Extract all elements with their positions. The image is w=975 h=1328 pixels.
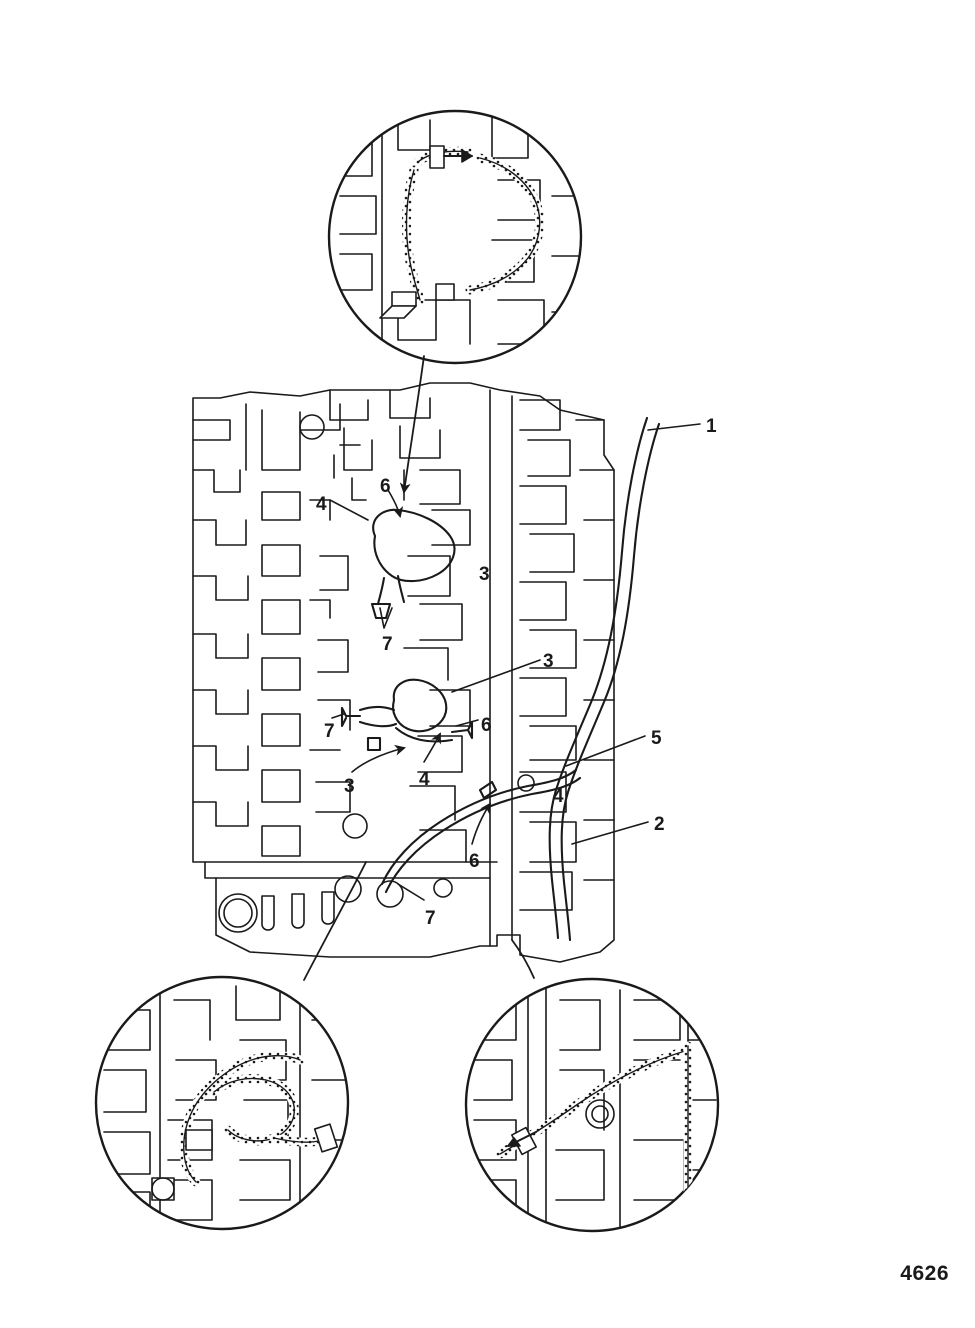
leader-3c — [352, 748, 404, 772]
callout-label-7c: 7 — [425, 908, 436, 929]
connector-top-detail — [404, 356, 424, 492]
leader-3b — [452, 660, 540, 692]
connector-left-detail — [304, 862, 366, 980]
callout-label-1: 1 — [706, 416, 717, 437]
leader-5 — [566, 736, 645, 766]
detail-connectors — [304, 356, 534, 980]
cable-3-loop-lower — [393, 680, 446, 732]
callout-label-4b: 4 — [419, 769, 430, 790]
connector-right-detail — [512, 940, 534, 978]
leader-1 — [648, 424, 700, 430]
callout-label-5: 5 — [651, 728, 662, 749]
leader-4a — [330, 500, 368, 520]
callout-label-3b: 3 — [543, 651, 554, 672]
figure-number: 4626 — [900, 1262, 949, 1285]
callout-label-6a: 6 — [380, 476, 391, 497]
callout-label-7b: 7 — [324, 721, 335, 742]
leader-4b — [424, 734, 440, 762]
callout-label-7a: 7 — [382, 634, 393, 655]
top-detail-circle — [329, 111, 582, 363]
lower-left-detail-circle — [96, 977, 348, 1230]
leader-6b — [456, 720, 478, 726]
callout-label-6c: 6 — [469, 851, 480, 872]
callout-label-2: 2 — [654, 814, 665, 835]
callout-label-4c: 4 — [553, 786, 564, 807]
lower-right-detail-circle — [466, 979, 718, 1240]
callout-label-3a: 3 — [479, 564, 490, 585]
callout-label-4a: 4 — [316, 494, 327, 515]
callout-label-3c: 3 — [344, 776, 355, 797]
callout-label-6b: 6 — [481, 715, 492, 736]
leader-2 — [572, 822, 648, 844]
